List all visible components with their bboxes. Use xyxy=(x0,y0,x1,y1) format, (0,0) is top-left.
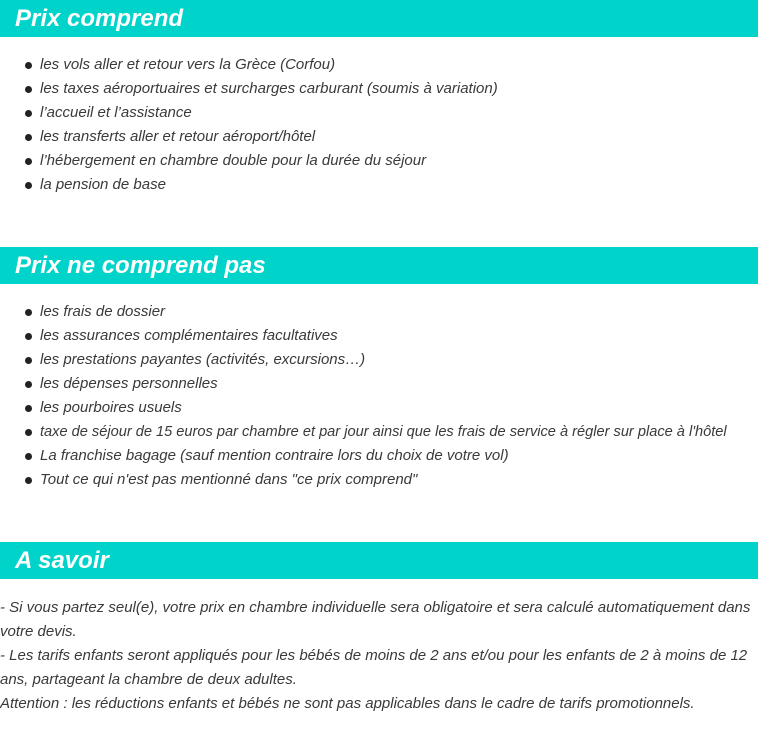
list-item xyxy=(0,173,498,197)
list-item xyxy=(0,53,498,77)
bullet-icon xyxy=(25,357,32,364)
bullet-icon xyxy=(25,86,32,93)
list-item xyxy=(0,125,498,149)
bullet-icon xyxy=(25,453,32,460)
excluded-section-title: Prix ne comprend pas xyxy=(15,252,266,279)
bullet-icon xyxy=(25,158,32,165)
list-item xyxy=(0,396,727,420)
list-item xyxy=(0,468,727,492)
included-list xyxy=(0,53,498,197)
bullet-icon xyxy=(25,405,32,412)
bullet-icon xyxy=(25,110,32,117)
info-section-title: A savoir xyxy=(15,547,109,574)
bullet-icon xyxy=(25,429,32,436)
bullet-icon xyxy=(25,381,32,388)
excluded-section-header xyxy=(0,247,758,284)
bullet-icon xyxy=(25,333,32,340)
list-item xyxy=(0,420,727,444)
list-item xyxy=(0,149,498,173)
list-item xyxy=(0,324,727,348)
list-item-text: les pourboires usuels xyxy=(40,399,182,416)
excluded-list xyxy=(0,300,727,492)
list-item-text: les frais de dossier xyxy=(40,303,166,320)
list-item-text: les assurances complémentaires facultatives xyxy=(40,327,338,344)
list-item-text: taxe de séjour de 15 euros par chambre et par jour ainsi que les frais de service à régler sur place à l'hôtel xyxy=(40,424,727,440)
list-item-text: l’accueil et l’assistance xyxy=(40,104,192,121)
list-item xyxy=(0,372,727,396)
info-paragraph: Attention : les réductions enfants et bébés ne sont pas applicables dans le cadre de tarifs promotionnels. xyxy=(0,695,695,712)
list-item xyxy=(0,444,727,468)
list-item-text: La franchise bagage (sauf mention contraire lors du choix de votre vol) xyxy=(40,447,509,464)
info-section-header xyxy=(0,542,758,579)
info-paragraph: - Les tarifs enfants seront appliqués pour les bébés de moins de 2 ans et/ou pour les enfants de 2 à moins de 12 ans, partageant la chambre de deux adultes. xyxy=(0,647,748,688)
list-item xyxy=(0,300,727,324)
bullet-icon xyxy=(25,182,32,189)
list-item-text: les taxes aéroportuaires et surcharges carburant (soumis à variation) xyxy=(40,80,498,97)
bullet-icon xyxy=(25,134,32,141)
list-item-text: les vols aller et retour vers la Grèce (Corfou) xyxy=(40,56,336,73)
bullet-icon xyxy=(25,62,32,69)
list-item-text: Tout ce qui n'est pas mentionné dans "ce prix comprend" xyxy=(40,471,418,488)
bullet-icon xyxy=(25,309,32,316)
list-item xyxy=(0,77,498,101)
included-section-title: Prix comprend xyxy=(15,5,184,32)
info-paragraph: - Si vous partez seul(e), votre prix en chambre individuelle sera obligatoire et sera calculé automatiquement dans votre devis. xyxy=(0,599,751,640)
list-item-text: l’hébergement en chambre double pour la durée du séjour xyxy=(40,152,427,169)
list-item-text: la pension de base xyxy=(40,176,166,193)
list-item-text: les dépenses personnelles xyxy=(40,375,218,392)
list-item-text: les transferts aller et retour aéroport/hôtel xyxy=(40,128,316,145)
list-item xyxy=(0,101,498,125)
list-item xyxy=(0,348,727,372)
bullet-icon xyxy=(25,477,32,484)
list-item-text: les prestations payantes (activités, excursions…) xyxy=(40,351,366,368)
info-notes xyxy=(0,596,756,716)
included-section-header xyxy=(0,0,758,37)
